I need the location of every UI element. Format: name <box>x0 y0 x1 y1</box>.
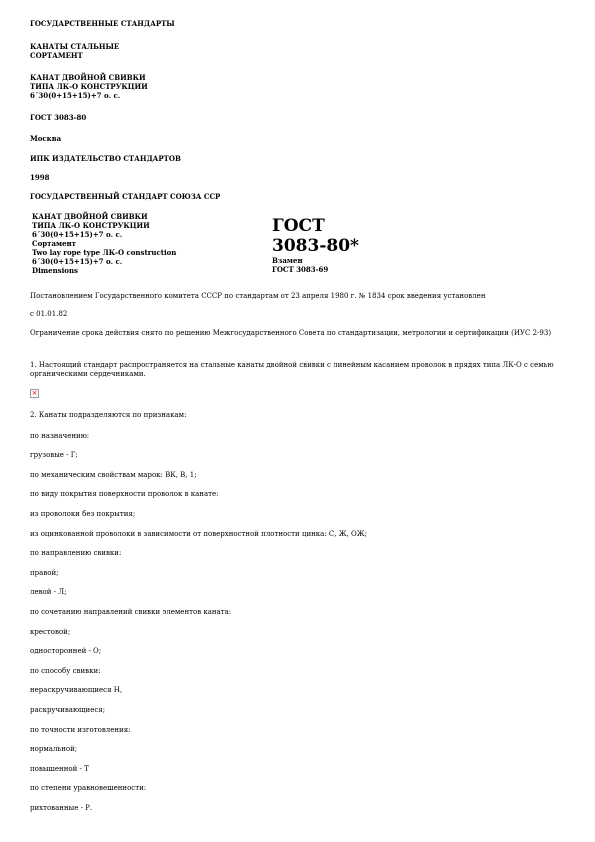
gost-number: 3083-80* <box>272 236 359 256</box>
title-line-2: ТИПА ЛК-О КОНСТРУКЦИИ <box>32 221 150 230</box>
list-item: по степени уравновешенности: <box>30 784 147 792</box>
subject-heading <box>30 42 119 60</box>
decree-text: Постановлением Государственного комитета СССР по стандартам от 23 апреля 1980 г. № 1834 срок введения установлен <box>30 292 486 300</box>
subject-line-1: КАНАТЫ СТАЛЬНЫЕ <box>30 42 120 51</box>
title-line-3: 6´30(0+15+15)+7 о. с. <box>32 230 123 239</box>
union-standard-heading: ГОСУДАРСТВЕННЫЙ СТАНДАРТ СОЮЗА ССР <box>30 192 221 201</box>
list-item: раскручивающиеся; <box>30 706 106 714</box>
list-item: по виду покрытия поверхности проволок в канате: <box>30 490 219 498</box>
list-item: грузовые - Г; <box>30 451 78 459</box>
list-item: левой - Л; <box>30 588 67 596</box>
clause-2: 2. Канаты подразделяются по признакам: <box>30 411 187 419</box>
list-item: по направлению свивки: <box>30 549 122 557</box>
subject-line-2: СОРТАМЕНТ <box>30 51 83 60</box>
title-block <box>32 212 176 275</box>
list-item: нераскручивающиеся Н, <box>30 686 123 694</box>
title-line-7: Dimensions <box>32 266 78 275</box>
publisher-series: ГОСУДАРСТВЕННЫЕ СТАНДАРТЫ <box>30 19 175 28</box>
list-item: из оцинкованной проволоки в зависимости от поверхностной плотности цинка: С, Ж, ОЖ; <box>30 530 367 538</box>
list-item: повышенной - Т <box>30 765 89 773</box>
replaces-code: ГОСТ 3083-69 <box>272 265 329 274</box>
rope-title-line-2: ТИПА ЛК-О КОНСТРУКЦИИ <box>30 82 148 91</box>
replaces-label: Взамен <box>272 256 303 265</box>
list-item: односторонней - О; <box>30 647 102 655</box>
list-item: рихтованные - Р. <box>30 804 93 812</box>
gost-code-block <box>272 216 359 274</box>
standard-code: ГОСТ 3083-80 <box>30 113 87 122</box>
city: Москва <box>30 134 62 143</box>
limitation-text: Ограничение срока действия снято по решению Межгосударственного Совета по стандартизации, метрологии и сертификации (ИУС 2-93) <box>30 329 552 337</box>
rope-title-line-3: 6´30(0+15+15)+7 о. с. <box>30 91 121 100</box>
title-line-5: Two lay rope type ЛК-О construction <box>32 248 177 257</box>
clause-1: 1. Настоящий стандарт распространяется на стальные канаты двойной свивки с линейным касанием проволок в прядях типа ЛК-О с семью органическими сердечниками. <box>30 361 554 378</box>
list-item: по сочетанию направлений свивки элементов каната: <box>30 608 232 616</box>
title-line-4: Сортамент <box>32 239 77 248</box>
title-line-1: КАНАТ ДВОЙНОЙ СВИВКИ <box>32 212 148 221</box>
gost-label: ГОСТ <box>272 216 325 236</box>
list-item: крестовой; <box>30 628 71 636</box>
list-item: по назначению: <box>30 432 90 440</box>
year: 1998 <box>30 173 50 182</box>
list-item: по способу свивки: <box>30 667 101 675</box>
list-item: нормальной; <box>30 745 78 753</box>
title-line-6: 6´30(0+15+15)+7 о. с. <box>32 257 123 266</box>
broken-image-icon: × <box>31 389 38 397</box>
list-item: по механическим свойствам марок: ВК, В, 1; <box>30 471 197 479</box>
publisher: ИПК ИЗДАТЕЛЬСТВО СТАНДАРТОВ <box>30 154 181 163</box>
rope-title <box>30 73 148 100</box>
list-item: правой; <box>30 569 59 577</box>
list-item: по точности изготовления: <box>30 726 131 734</box>
effective-date: с 01.01.82 <box>30 310 68 318</box>
list-item: из проволоки без покрытия; <box>30 510 136 518</box>
rope-title-line-1: КАНАТ ДВОЙНОЙ СВИВКИ <box>30 73 146 82</box>
